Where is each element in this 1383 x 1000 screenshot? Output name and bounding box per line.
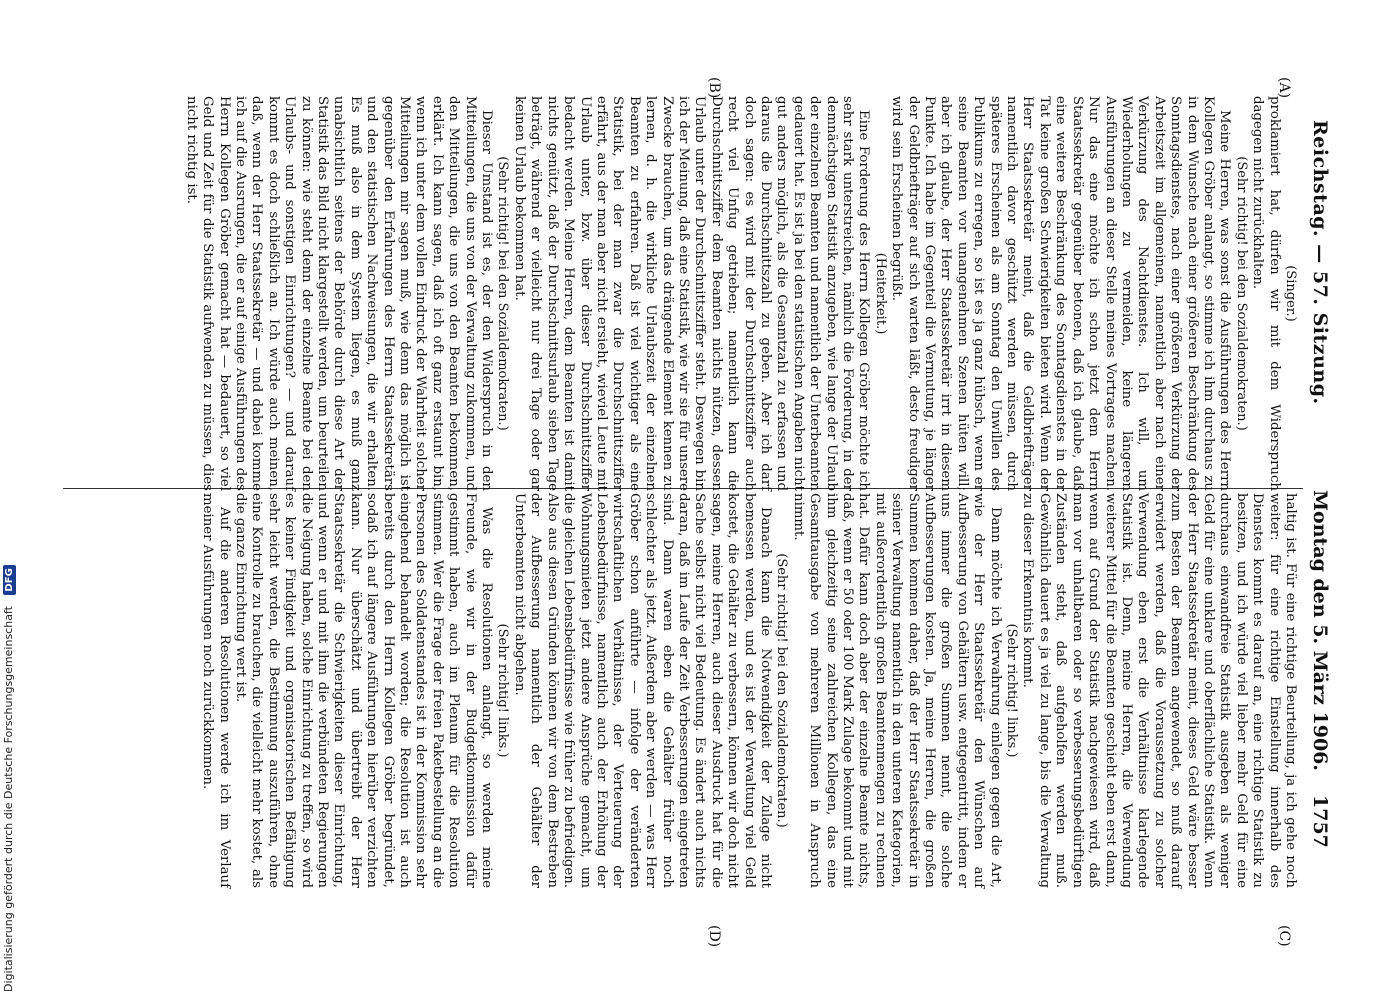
speaker-label: (Singer.): [1283, 265, 1298, 322]
margin-letter-d: (D): [706, 925, 722, 948]
page-header: [1305, 120, 1331, 880]
paragraph: haltig ist. Für eine richtige Beurteilung, ja ich gehe noch weiter: für eine richtige Einstellung innerhalb des Dienstes kommt es darauf an, eine richtige Statistik zu besitzen, und ich würde viel lieber mehr Geld für eine durchaus einwandfreie Statistik ausgeben als weniger Geld für eine unklare und oberflächliche Statistik. Wenn der Herr Staatssekretär meint, dieses Geld wäre besser zum Besten der Beamten angewendet, so muß darauf erwidert werden, daß die Voraussetzung zu solcher Verwendung eben erst die Verhältnisse klarlegende Statistik ist. Denn, meine Herren, die Verwendung weiterer Mittel für die Beamten geschieht eben erst dann, wenn auf Grund der Statistik nachgewiesen wird, daß man vor unhaltbaren oder so verbesserungsbedürftigen Zuständen steht, daß aufgeholfen werden muß. Gewöhnlich dauert es ja viel zu lange, bis die Verwaltung zu dieser Erkenntnis kommt.: [1020, 493, 1298, 888]
dfg-logo: DFG: [3, 565, 16, 594]
interjection: (Sehr richtig! links.): [495, 623, 511, 758]
paragraph: Eine Forderung des Herrn Kollegen Gröber möchte ich sehr stark unterstreichen, nämlich die Forderung, in der demnächstigen Statistik anzugeben, wie lange der Urlaub der einzelnen Beamten und namentlich der Unterbeamten gedauert hat. Es ist ja bei den statistischen Angaben nicht gut anders möglich, als die Gesamtzahl zu erfassen und daraus die Durchschnittszahl zu geben. Aber ich darf doch sagen: es wird mit der Durchschnittsziffer auch recht viel Unfug getrieben; namentlich kann die Durchschnittsziffer dem Beamten nichts nützen, dessen Urlaub unter der Durchschnittsziffer steht. Deswegen bin ich der Meinung, daß eine Statistik, wie wir sie für unsere Zwecke brauchen, um das drängende Element kennen zu lernen, d. h. die wirkliche Urlaubszeit der einzelnen Beamten zu erfahren. Daß ist viel wichtiger als eine Statistik, bei der man zwar die Durchschnittsziffer erfährt, aus der man aber nicht ersieht, wieviel Leute mit Urlaub unter, bzw. über dieser Durchschnittsziffer bedacht werden. Meine Herren, dem Beamten ist damit nichts genützt, daß der Durchschnittsurlaub sieben Tage beträgt, während er vielleicht nur drei Tage oder gar keinen Urlaub bekommen hat.: [511, 96, 872, 491]
running-title: Reichstag. — 57. Sitzung.: [1309, 120, 1331, 405]
paragraph: Danach kann die Notwendigkeit der Zulage nicht bemessen werden, und es ist der Verwaltung viel Geld kostet, die Gehälter zu verbessern, können wir doch nicht sagen, meine Herren, auch dieser Ausdruck hat für die Sache selbst nicht viel Bedeutung. Es ändert auch nichts daran, daß im Laufe der Zeit Verbesserungen eingetreten sind. Dann waren eben die Gehälter früher noch schlechter als jetzt. Außerdem aber werden — was Herr Gröber schon anführte — infolge der veränderten wirtschaftlichen Verhältnisse, der Verteuerung der Lebensbedürfnisse, namentlich auch der Erhöhung der Wohnungsmieten jetzt andere Ansprüche gemacht, um die gleichen Lebensbedürfnisse wie früher zu befriedigen. Also aus diesen Gründen können wir von dem Bestreben der Aufbesserung namentlich der Gehälter der Unterbeamten nicht abgehen.: [511, 493, 773, 888]
interjection: (Heiterkeit.): [872, 252, 888, 335]
right-column: [199, 493, 1298, 888]
paragraph: Dieser Umstand ist es, der den Widerspruch in den Mitteilungen, die uns von der Verwaltung zukommen, und den Mitteilungen, die uns von den Beamten bekommen, erklärt. Ich kann sagen, daß ich oft ganz erstaunt bin, wenn ich unter dem vollen Eindruck der Wahrheit solcher Mitteilungen mir sagen muß, wie denn das möglich ist gegenüber den Erfahrungen des Herrn Staatssekretärs und den statistischen Nachweisungen, die wir erhalten. Es muß also in dem System liegen, es muß ganz unabsichtlich seitens der Behörde durch diese Art der Statistik das Bild nicht klargestellt werden, um beurteilen zu können: wie steht denn der einzelne Beamte bei den Urlaubs- und sonstigen Einrichtungen? — und darauf kommt es doch schließlich an. Ich würde auch meinen, daß, wenn der Herr Staatssekretär — und dabei komme ich auf die Ausrungen, die er auf einige Ausführungen des Herrn Kollegen Gröber gemacht hat — bedauert, so viel Geld und Zeit für die Statistik aufwenden zu müssen, dies nicht richtig ist.: [183, 96, 495, 491]
margin-letter-c: (C): [1276, 925, 1292, 947]
paragraph: Auf die anderen Resolutionen werde ich im Verlauf meiner Ausführungen noch zurückkommen.: [200, 493, 232, 888]
funding-note-strip: [0, 0, 22, 1000]
margin-letter-b: (B): [706, 77, 722, 99]
paragraph: Was die Resolutionen anlangt, so werden meine Freunde, wie wir in der Budgetkommission dafür gestimmt haben, auch im Plenum für die Resolution stimmen. Wer die Frage der freien Paketbestellung an die Personen des Soldatenstandes ist in der Kommission sehr eingehend behandelt worden; die Resolution ist auch bereits durch den Herrn Kollegen Gröber begründet, sodaß ich auf längere Ausführungen hierüber verzichten kann. Nur überschätzt und übertreibt der Herr Staatssekretär die Schwierigkeiten dieser Einrichtung, und wenn er und mit ihm die verbündeten Regierungen die Neigung haben, solche Einrichtung zu treffen, so wird es keiner Findigkeit und organisatorischen Befähigung sehr leicht werden, die Bestimmung auszuführen, ohne eine Kontrolle zu brauchen, die vielleicht mehr kostet, als die ganze Einrichtung wert ist.: [233, 493, 495, 888]
margin-letter-a: (A): [1276, 77, 1292, 99]
paragraph: Meine Herren, was sonst die Ausführungen des Herrn Kollegen Gröber anlangt, so stimme ich ihm durchaus zu in dem Wunsche nach einer größeren Beschränkung des Sonntagsdienstes, nach einer größeren Verkürzung der Arbeitszeit im allgemeinen, namentlich aber nach einer Verkürzung des Nachtdienstes. Ich will, um Wiederholungen zu vermeiden, keine längeren Ausführungen an dieser Stelle meines Vortrages machen. Nur das eine möchte ich schon jetzt dem Herrn Staatssekretär gegenüber betonen, daß ich glaube, daß eine weitere Beschränkung des Sonntagsdienstes in der Tat keine großen Schwierigkeiten bieten wird. Wenn der Herr Staatssekretär meint, daß die Geldbriefträger namentlich davor geschützt werden müssen, durch späteres Erscheinen als am Sonntag den Unwillen des Publikums zu erregen, so ist es ja ganz hübsch, wenn er seine Beamten vor unangenehmen Szenen hüten will; aber ich glaube, der Herr Staatssekretär irrt in diesem Punkte. Ich habe im Gegenteil die Vermutung, je länger der Geldbriefträger auf sich warten läßt, desto freudiger wird sein Erscheinen begrüßt.: [889, 96, 1233, 491]
left-column: [182, 96, 1298, 491]
interjection: (Sehr richtig! bei den Sozialdemokraten.): [774, 553, 790, 828]
paragraph: Dann möchte ich Verwahrung einlegen gegen die Art, wie der Herr Staatssekretär den Wünschen auf Aufbesserung von Gehältern usw. entgegentritt, indem er uns immer die großen Summen nennt, die solche Aufbesserungen kosten. Ja, meine Herren, die großen Summen kommen daher, daß der Herr Staatssekretär in seiner Verwaltung namentlich in den unteren Kategorien, mit außerordentlich großen Beamtenmengen zu rechnen hat. Dafür kann doch aber der einzelne Beamte nichts, daß, wenn er 50 oder 100 Mark Zulage bekommt und mit ihm gleichzeitig seine zahlreichen Kollegen, das eine Gesamtausgabe von mehreren Millionen in Anspruch nimmt.: [790, 493, 1003, 888]
page-number: 1757: [1309, 795, 1331, 848]
paragraph: proklamiert hat, dürfen wir mit dem Widerspruch dagegen nicht zurückhalten.: [1250, 96, 1282, 491]
funding-note: [2, 12, 22, 992]
interjection: (Sehr richtig! links.): [1004, 623, 1020, 758]
session-date: Montag den 5. März 1906.: [1309, 490, 1331, 772]
interjection: (Sehr richtig! bei den Sozialdemokraten.): [495, 156, 511, 431]
funding-note-text: Digitalisierung gefördert durch die Deutsche Forschungsgemeinschaft: [2, 606, 15, 992]
interjection: (Sehr richtig! bei den Sozialdemokraten.): [1233, 156, 1249, 431]
